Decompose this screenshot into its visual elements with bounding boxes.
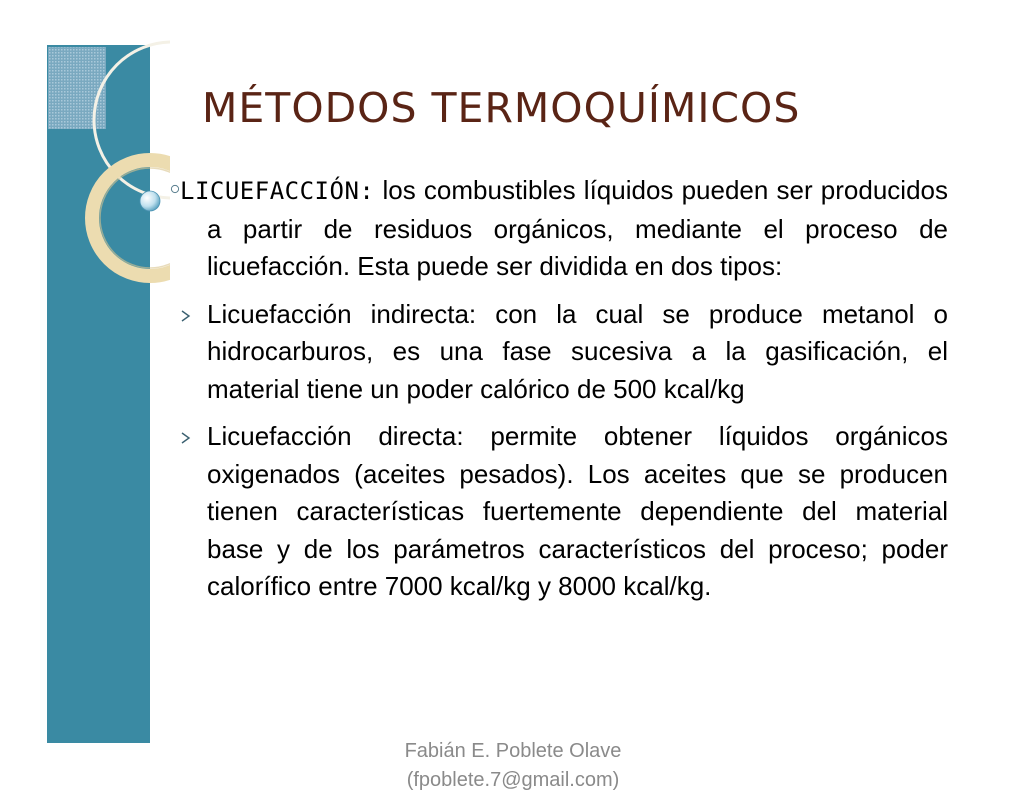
- list-item: [170, 418, 948, 606]
- list-item: [170, 296, 948, 409]
- texture-square: [48, 47, 106, 129]
- footer-email: (fpoblete.7@gmail.com): [406, 769, 620, 791]
- slide-body: [170, 172, 948, 606]
- footer-author: Fabián E. Poblete Olave: [404, 740, 622, 762]
- paragraph-term: LICUEFACCIÓN:: [180, 177, 375, 205]
- main-paragraph: [170, 172, 948, 286]
- slide-title: MÉTODOS TERMOQUÍMICOS: [202, 84, 801, 132]
- slide-footer: [313, 737, 713, 795]
- ring-decoration-icon: [40, 40, 170, 300]
- hollow-circle-bullet-icon: [170, 184, 180, 194]
- list-item-text: Licuefacción directa: permite obtener líquidos orgánicos oxigenados (aceites pesados). Los aceites que se producen tienen características fuertemente dependiente del material base y de los parámetros característicos del proceso; poder calorífico entre 7000 kcal/kg y 8000 kcal/kg.: [207, 421, 948, 601]
- arrowhead-bullet-icon: [180, 310, 192, 322]
- list-item-text: Licuefacción indirecta: con la cual se produce metanol o hidrocarburos, es una fase sucesiva a la gasificación, el material tiene un poder calórico de 500 kcal/kg: [207, 298, 948, 404]
- arrowhead-bullet-icon: [180, 432, 192, 444]
- paragraph-text: los combustibles líquidos pueden ser producidos a partir de residuos orgánicos, mediante el proceso de licuefacción. Esta puede ser dividida en dos tipos:: [207, 175, 948, 281]
